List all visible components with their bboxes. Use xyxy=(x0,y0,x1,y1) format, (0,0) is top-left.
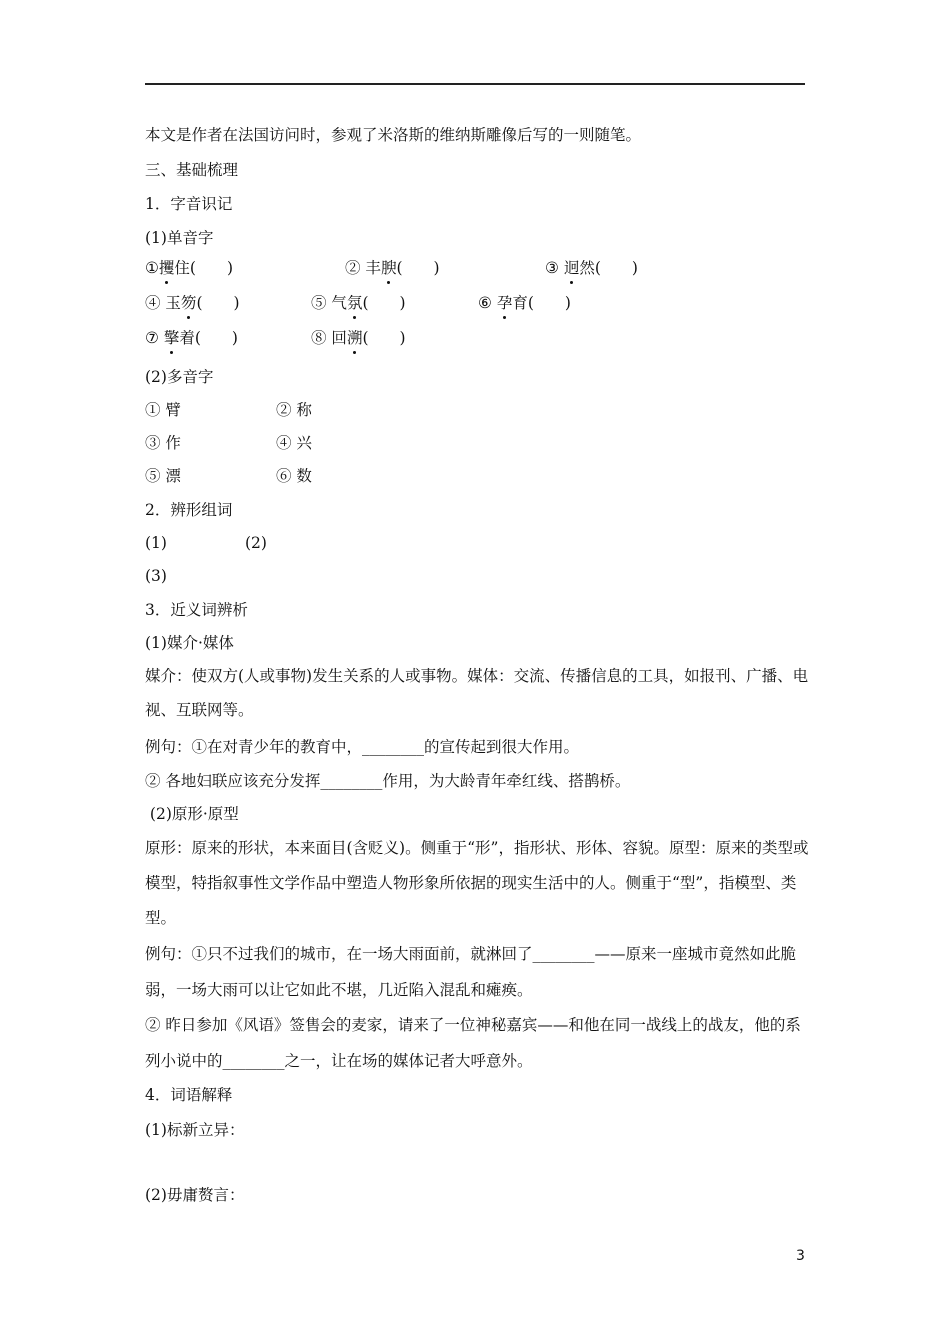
poly-3: ③ 作 xyxy=(145,434,181,452)
s3-p1-def: 媒介：使双方(人或事物)发生关系的人或事物。媒体：交流、传播信息的工具，如报刊、广播、电视、互联网等。 xyxy=(145,667,809,719)
s4-title: 4．词语解释 xyxy=(145,1086,233,1104)
page-number: 3 xyxy=(796,1248,805,1264)
s3-p2-example-1: 例句：①只不过我们的城市，在一场大雨面前，就淋回了________——原来一座城市竟然如此脆弱，一场大雨可以让它如此不堪，几近陷入混乱和瘫痪。 xyxy=(145,945,797,999)
section-3-title: 三、基础梳理 xyxy=(145,161,239,179)
s3-p2-title: (2)原形·原型 xyxy=(145,805,239,823)
header-rule xyxy=(145,83,805,85)
s4-b: (2)毋庸赘言： xyxy=(145,1186,245,1204)
s3-p1-title: (1)媒介·媒体 xyxy=(145,634,234,652)
item-2: ② 丰腴( ) xyxy=(345,259,440,277)
item-3: ③ 迥然( ) xyxy=(545,259,638,277)
s1-sub1: (1)单音字 xyxy=(145,229,214,247)
s2-a: (1) xyxy=(145,534,167,552)
s2-title: 2．辨形组词 xyxy=(145,501,233,519)
s2-b: (2) xyxy=(245,534,267,552)
poly-4: ④ 兴 xyxy=(276,434,312,452)
s3-p1-example-1: 例句：①在对青少年的教育中，________的宣传起到很大作用。 xyxy=(145,738,580,756)
item-5: ⑤ 气氛( ) xyxy=(311,294,406,312)
s3-p2-example-2: ② 昨日参加《风语》签售会的麦家，请来了一位神秘嘉宾——和他在同一战线上的战友，他的系列小说中的________之一，让在场的媒体记者大呼意外。 xyxy=(145,1016,801,1070)
s3-p2-def: 原形：原来的形状，本来面目(含贬义)。侧重于“形”，指形状、形体、容貌。原型：原来的类型或模型，特指叙事性文学作品中塑造人物形象所依据的现实生活中的人。侧重于“型”，指模型、类型。 xyxy=(145,839,809,927)
item-1: ①攫住( ) xyxy=(145,259,234,277)
s4-a: (1)标新立异： xyxy=(145,1121,245,1139)
item-6: ⑥ 孕育( ) xyxy=(478,294,571,312)
s1-sub2: (2)多音字 xyxy=(145,368,214,386)
poly-1: ① 臂 xyxy=(145,401,181,419)
item-7: ⑦ 擎着( ) xyxy=(145,329,238,347)
s3-title: 3．近义词辨析 xyxy=(145,601,248,619)
s1-title: 1．字音识记 xyxy=(145,195,233,213)
poly-5: ⑤ 漂 xyxy=(145,467,181,485)
poly-2: ② 称 xyxy=(276,401,312,419)
s2-c: (3) xyxy=(145,567,167,585)
s3-p1-example-2: ② 各地妇联应该充分发挥________作用，为大龄青年牵红线、搭鹊桥。 xyxy=(145,772,631,790)
intro-text: 本文是作者在法国访问时，参观了米洛斯的维纳斯雕像后写的一则随笔。 xyxy=(145,126,642,144)
item-8: ⑧ 回溯( ) xyxy=(311,329,406,347)
poly-6: ⑥ 数 xyxy=(276,467,312,485)
item-4: ④ 玉笏( ) xyxy=(145,294,240,312)
